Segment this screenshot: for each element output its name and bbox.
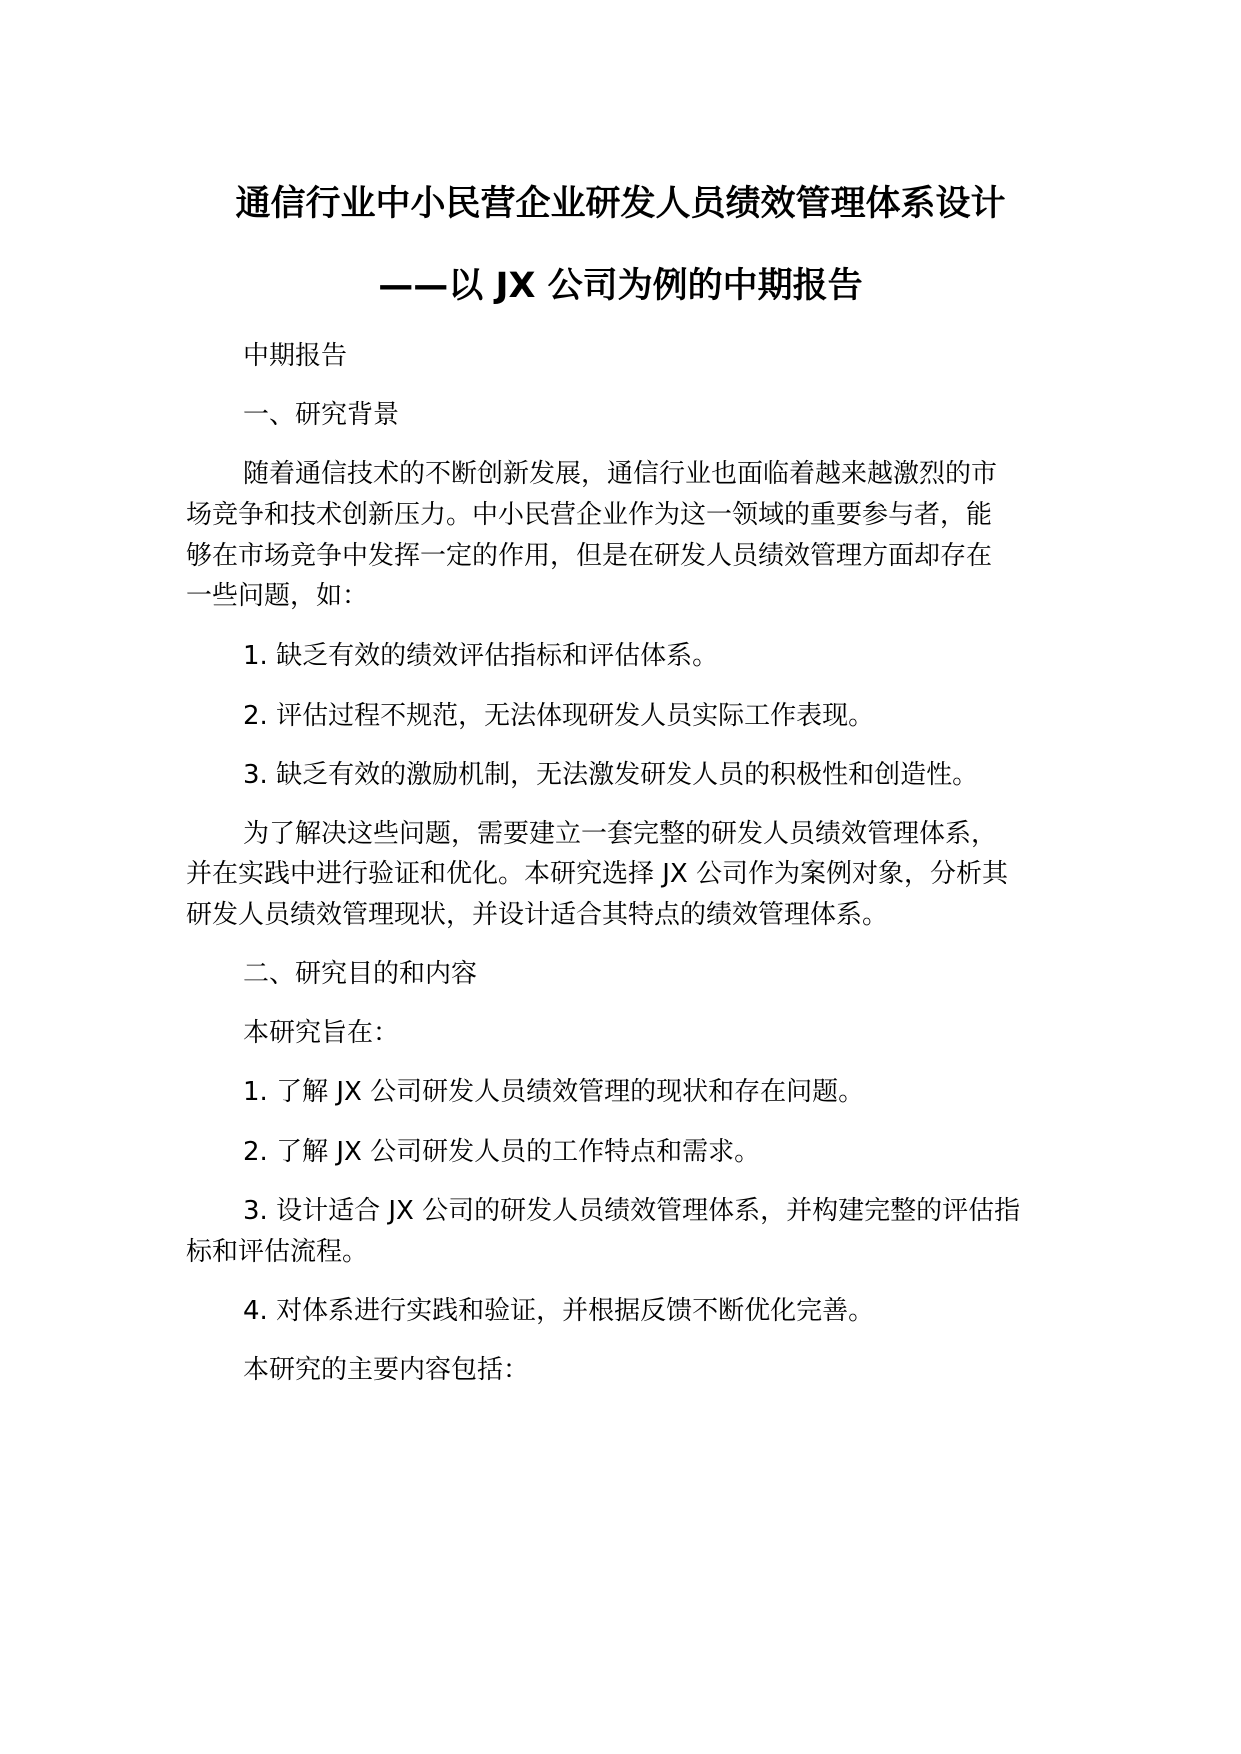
paragraph-1-line-2: 场竞争和技术创新压力。中小民营企业作为这一领域的重要参与者，能 bbox=[186, 500, 993, 530]
content-intro: 本研究的主要内容包括： bbox=[243, 1355, 530, 1385]
paragraph-2-line-1: 为了解决这些问题，需要建立一套完整的研发人员绩效管理体系， bbox=[243, 819, 998, 849]
problem-item-3: 3. 缺乏有效的激励机制，无法激发研发人员的积极性和创造性。 bbox=[243, 760, 979, 790]
paragraph-1-line-1: 随着通信技术的不断创新发展，通信行业也面临着越来越激烈的市 bbox=[243, 459, 998, 489]
document-title-line-1: 通信行业中小民营企业研发人员绩效管理体系设计 bbox=[235, 184, 1006, 224]
section-1-heading: 一、研究背景 bbox=[243, 400, 400, 430]
paragraph-1-line-3: 够在市场竞争中发挥一定的作用，但是在研发人员绩效管理方面却存在 bbox=[186, 541, 993, 571]
section-2-heading: 二、研究目的和内容 bbox=[243, 959, 478, 989]
problem-item-1: 1. 缺乏有效的绩效评估指标和评估体系。 bbox=[243, 641, 719, 671]
paragraph-2-line-2: 并在实践中进行验证和优化。本研究选择 JX 公司作为案例对象，分析其 bbox=[186, 859, 1009, 889]
aim-item-3-line-2: 标和评估流程。 bbox=[186, 1237, 369, 1267]
aim-item-2: 2. 了解 JX 公司研发人员的工作特点和需求。 bbox=[243, 1137, 761, 1167]
aim-item-3-line-1: 3. 设计适合 JX 公司的研发人员绩效管理体系，并构建完整的评估指 bbox=[243, 1196, 1021, 1226]
problem-item-2: 2. 评估过程不规范，无法体现研发人员实际工作表现。 bbox=[243, 701, 875, 731]
aims-intro: 本研究旨在： bbox=[243, 1018, 400, 1048]
report-label: 中期报告 bbox=[243, 341, 348, 371]
aim-item-1: 1. 了解 JX 公司研发人员绩效管理的现状和存在问题。 bbox=[243, 1077, 865, 1107]
aim-item-4: 4. 对体系进行实践和验证，并根据反馈不断优化完善。 bbox=[243, 1296, 875, 1326]
paragraph-2-line-3: 研发人员绩效管理现状，并设计适合其特点的绩效管理体系。 bbox=[186, 900, 889, 930]
paragraph-1-line-4: 一些问题，如： bbox=[186, 581, 369, 611]
document-title-line-2: ——以 JX 公司为例的中期报告 bbox=[378, 266, 863, 306]
